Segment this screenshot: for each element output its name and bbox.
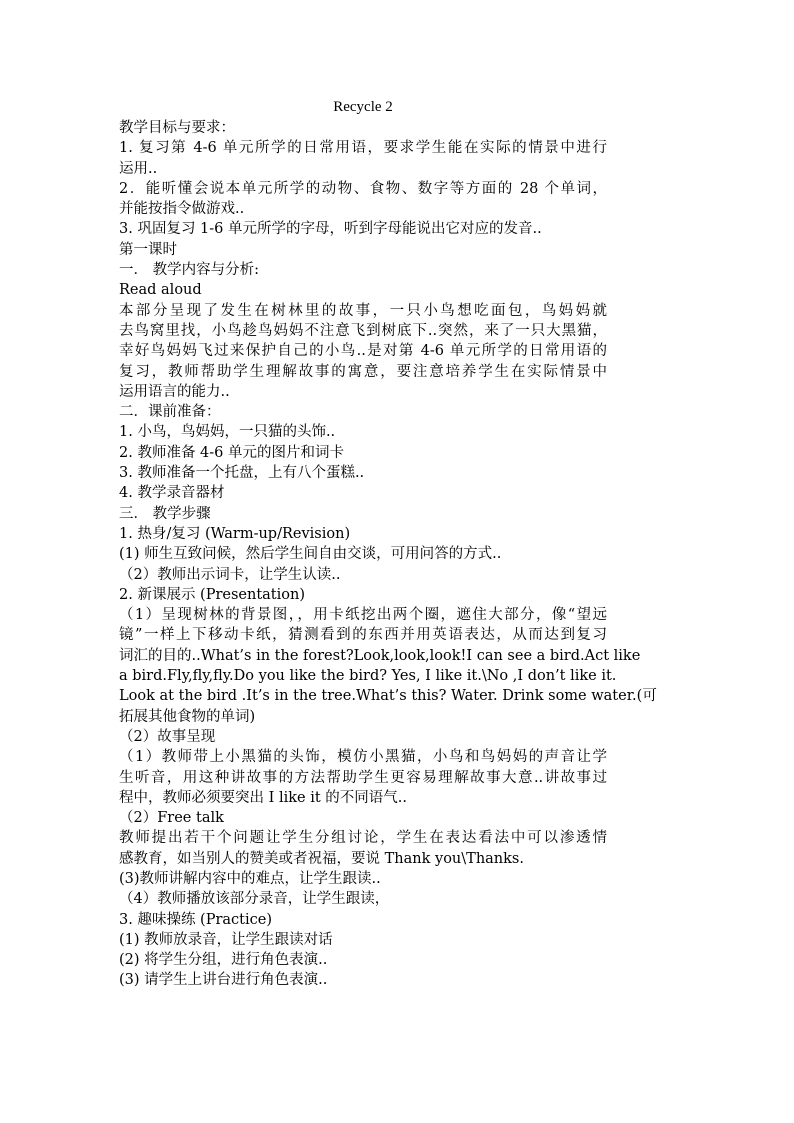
text-line: (3) 请学生上讲台进行角色表演..	[119, 972, 328, 989]
text-line: 3. 趣味操练 (Practice)	[119, 911, 272, 928]
text-line: 2. 新课展示 (Presentation)	[119, 586, 306, 603]
text-line: 3. 巩固复习 1-6 单元所学的字母，听到字母能说出它对应的发音..	[119, 221, 542, 238]
text-line: 运用..	[119, 160, 158, 177]
text-line: 1. 复习第 4-6 单元所学的日常用语，要求学生能在实际的情景中进行	[119, 140, 607, 157]
text-line: 教师提出若干个问题让学生分组讨论，学生在表达看法中可以渗透情	[119, 830, 607, 847]
text-line: 2. 教师准备 4-6 单元的图片和词卡	[119, 444, 345, 461]
text-line: (3)教师讲解内容中的难点，让学生跟读..	[119, 870, 381, 887]
text-line: （2）故事呈现	[119, 728, 216, 745]
text-line: 本部分呈现了发生在树林里的故事，一只小鸟想吃面包，鸟妈妈就	[119, 302, 607, 319]
text-line: 并能按指令做游戏..	[119, 201, 245, 218]
text-line: 生听音，用这种讲故事的方法帮助学生更容易理解故事大意..讲故事过	[119, 769, 607, 786]
text-line: 1. 热身/复习 (Warm-up/Revision)	[119, 525, 351, 542]
text-line: （4）教师播放该部分录音，让学生跟读，	[119, 891, 390, 908]
text-line: 复习，教师帮助学生理解故事的寓意，要注意培养学生在实际情景中	[119, 363, 607, 380]
text-line: Look at the bird .It’s in the tree.What’s this? Water. Drink some water.(可	[119, 688, 657, 705]
text-line: Read aloud	[119, 282, 202, 299]
text-line: 词汇的目的..What’s in the forest?Look,look,look!I can see a bird.Act like	[119, 647, 641, 664]
text-line: 4. 教学录音器材	[119, 485, 225, 502]
text-line: (1) 师生互致问候，然后学生间自由交谈，可用问答的方式..	[119, 546, 502, 563]
text-line: （1）呈现树林的背景图，，用卡纸挖出两个圈，遮住大部分，像“望远	[119, 607, 607, 624]
text-line: 去鸟窝里找，小鸟趁鸟妈妈不注意飞到树底下..突然，来了一只大黑猫，	[119, 322, 607, 339]
text-line: 教学目标与要求：	[119, 120, 235, 136]
text-line: （1）教师带上小黑猫的头饰，模仿小黑猫，小鸟和鸟妈妈的声音让学	[119, 749, 607, 766]
text-line: 三． 教学步骤	[119, 505, 211, 522]
text-line: 感教育，如当别人的赞美或者祝福，要说 Thank you\Thanks.	[119, 850, 524, 867]
text-line: a bird.Fly,fly,fly.Do you like the bird? Yes, I like it.\No ,I don’t like it.	[119, 668, 617, 685]
text-line: 运用语言的能力..	[119, 383, 230, 400]
document-page	[119, 96, 657, 991]
text-line: (1) 教师放录音，让学生跟读对话	[119, 931, 333, 948]
text-line: （2）Free talk	[119, 810, 224, 827]
text-line: 拓展其他食物的单词)	[119, 708, 256, 725]
text-line: (2) 将学生分组，进行角色表演..	[119, 952, 328, 969]
text-line: 1. 小鸟，鸟妈妈，一只猫的头饰..	[119, 424, 336, 441]
text-line: 程中，教师必须要突出 I like it 的不同语气..	[119, 789, 407, 806]
text-line: 镜”一样上下移动卡纸，猜测看到的东西并用英语表达，从而达到复习	[119, 627, 607, 644]
document-body	[119, 118, 657, 991]
text-line: 二．课前准备：	[119, 404, 221, 421]
text-line: 第一课时	[119, 241, 177, 258]
text-line: 幸好鸟妈妈飞过来保护自己的小鸟..是对第 4-6 单元所学的日常用语的	[119, 343, 607, 360]
text-line: （2）教师出示词卡，让学生认读..	[119, 566, 341, 583]
text-line: 一． 教学内容与分析:	[119, 262, 259, 279]
document-title: Recycle 2	[333, 99, 393, 115]
text-line: 2．能听懂会说本单元所学的动物、食物、数字等方面的 28 个单词，	[119, 180, 607, 197]
text-line: 3. 教师准备一个托盘，上有八个蛋糕..	[119, 465, 365, 482]
